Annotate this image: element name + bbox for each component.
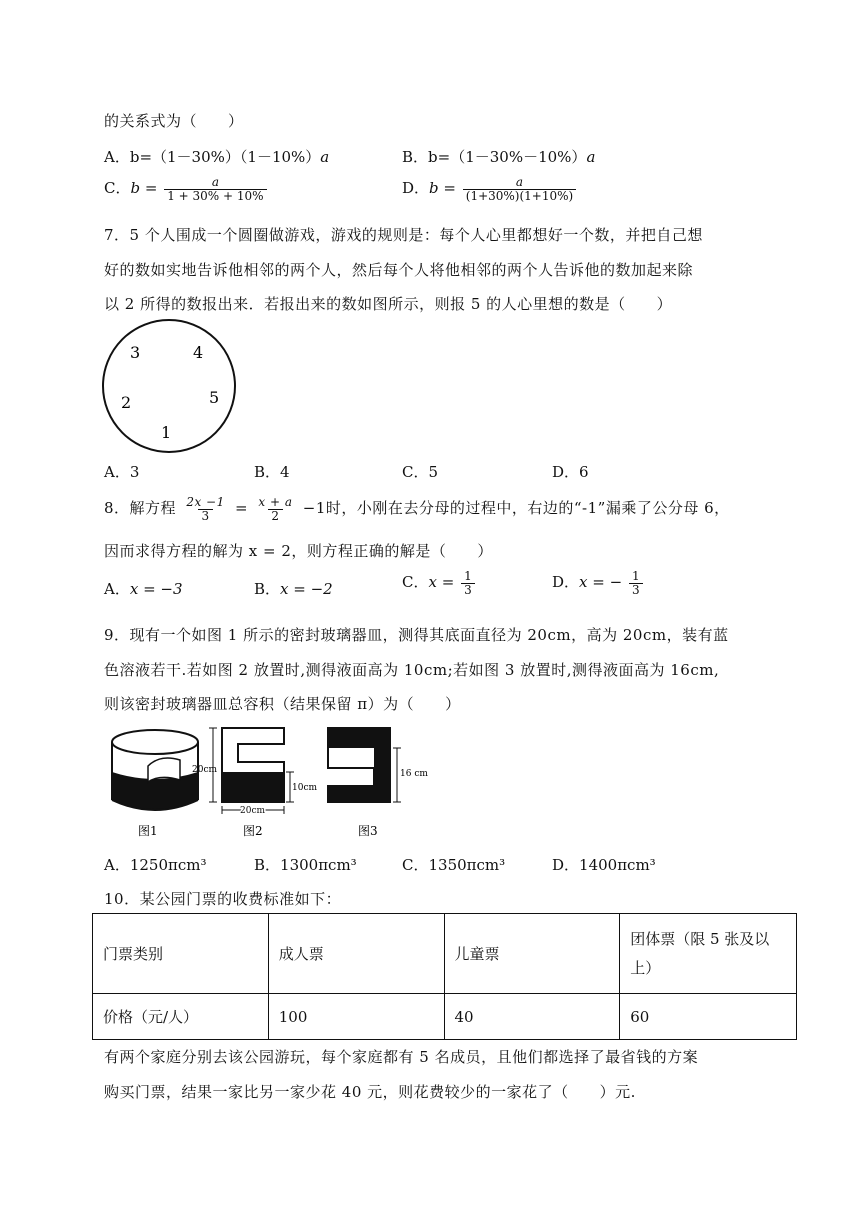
q9-line2: 色溶液若干.若如图 2 放置时,测得液面高为 10cm;若如图 3 放置时,测得液面高为 16cm, (104, 661, 720, 679)
circle-number: 2 (121, 393, 132, 412)
q8-option-b: B．x = −2 (254, 580, 333, 598)
q7-option-c: C．5 (402, 463, 439, 481)
table-cell: 团体票（限 5 张及以上） (620, 914, 797, 994)
q6-option-a: A．b=（1－30%）（1－10%）a (104, 148, 330, 166)
q10-after1: 有两个家庭分别去该公园游玩，每个家庭都有 5 名成员，且他们都选择了最省钱的方案 (104, 1048, 699, 1066)
q7-option-b: B．4 (254, 463, 290, 481)
q7-circle-figure (100, 316, 240, 456)
q7-line3: 以 2 所得的数报出来．若报出来的数如图所示，则报 5 的人心里想的数是（ ） (104, 295, 673, 313)
table-header-row (93, 914, 797, 994)
q8-line1: 8．解方程 $\frac{2x -1}{3}$ = $\frac{x + a}{2}$ −1时，小刚在去分母的过程中，右边的“-1”漏乘了公分母 6， (104, 495, 730, 523)
fig-label: 图3 (358, 824, 378, 838)
figure-3-vessel (328, 728, 401, 802)
dim-label: 16 cm (400, 769, 428, 779)
table-cell: 儿童票 (444, 914, 620, 994)
ticket-price-table (92, 913, 797, 1040)
q7-option-a: A．3 (104, 463, 140, 481)
figure-1-cylinder (112, 730, 198, 810)
figure-2-vessel (209, 728, 294, 814)
q9-option-c: C．1350πcm³ (402, 856, 506, 874)
dim-label: 20cm (192, 765, 218, 775)
table-cell: 价格（元/人） (93, 994, 269, 1040)
q8-fraction-right: $\frac{x + a}{2}$ (258, 495, 293, 523)
table-cell: 成人票 (268, 914, 444, 994)
q6-option-b: B．b=（1－30%－10%）a (402, 148, 596, 166)
dim-label: 20cm (240, 806, 266, 816)
q9-option-d: D．1400πcm³ (552, 856, 656, 874)
q9-line3: 则该密封玻璃器皿总容积（结果保留 π）为（ ） (104, 695, 461, 713)
q7-option-d: D．6 (552, 463, 589, 481)
q9-line1: 9．现有一个如图 1 所示的密封玻璃器皿，测得其底面直径为 20cm，高为 20cm，装有蓝 (104, 626, 729, 644)
q9-option-a: A．1250πcm³ (104, 856, 207, 874)
table-cell: 门票类别 (93, 914, 269, 994)
q8-option-d-fraction: $\frac{1}{3}$ (629, 570, 643, 596)
q10-after2: 购买门票，结果一家比另一家少花 40 元，则花费较少的一家花了（ ）元. (104, 1083, 636, 1101)
q9-figures (100, 716, 445, 841)
circle-number: 3 (130, 343, 141, 362)
table-row (93, 994, 797, 1040)
q6-stem-tail: 的关系式为（ ） (104, 112, 244, 130)
q9-option-b: B．1300πcm³ (254, 856, 357, 874)
table-cell: 40 (444, 994, 620, 1040)
circle-number: 1 (161, 423, 172, 442)
q6-option-c: C．b = $\frac{a}{1 + 30\% + 10\%}$ (104, 176, 269, 202)
q8-option-c: C．x = $\frac{1}{3}$ (402, 570, 477, 596)
table-cell: 60 (620, 994, 797, 1040)
fig-label: 图1 (138, 824, 158, 838)
fig-label: 图2 (243, 824, 263, 838)
circle-number: 4 (193, 343, 204, 362)
q8-option-a: A．x = −3 (104, 580, 183, 598)
q7-line2: 好的数如实地告诉他相邻的两个人，然后每个人将他相邻的两个人告诉他的数加起来除 (104, 261, 694, 279)
q10-line1: 10．某公园门票的收费标准如下： (104, 890, 342, 908)
q6-option-d-fraction: $\frac{a}{(1+30\%)(1+10\%)}$ (463, 176, 576, 202)
circle-number: 5 (209, 388, 220, 407)
q6-option-d: D．b = $\frac{a}{(1+30\%)(1+10\%)}$ (402, 176, 578, 202)
q6-option-c-fraction: $\frac{a}{1 + 30\% + 10\%}$ (164, 176, 266, 202)
q8-option-d: D．x = − $\frac{1}{3}$ (552, 570, 645, 596)
q8-option-c-fraction: $\frac{1}{3}$ (461, 570, 475, 596)
q8-fraction-left: $\frac{2x -1}{3}$ (186, 495, 225, 523)
q7-line1: 7．5 个人围成一个圆圈做游戏，游戏的规则是：每个人心里都想好一个数，并把自己想 (104, 226, 703, 244)
table-cell: 100 (268, 994, 444, 1040)
q8-line2: 因而求得方程的解为 x = 2，则方程正确的解是（ ） (104, 542, 493, 560)
dim-label: 10cm (292, 783, 318, 793)
